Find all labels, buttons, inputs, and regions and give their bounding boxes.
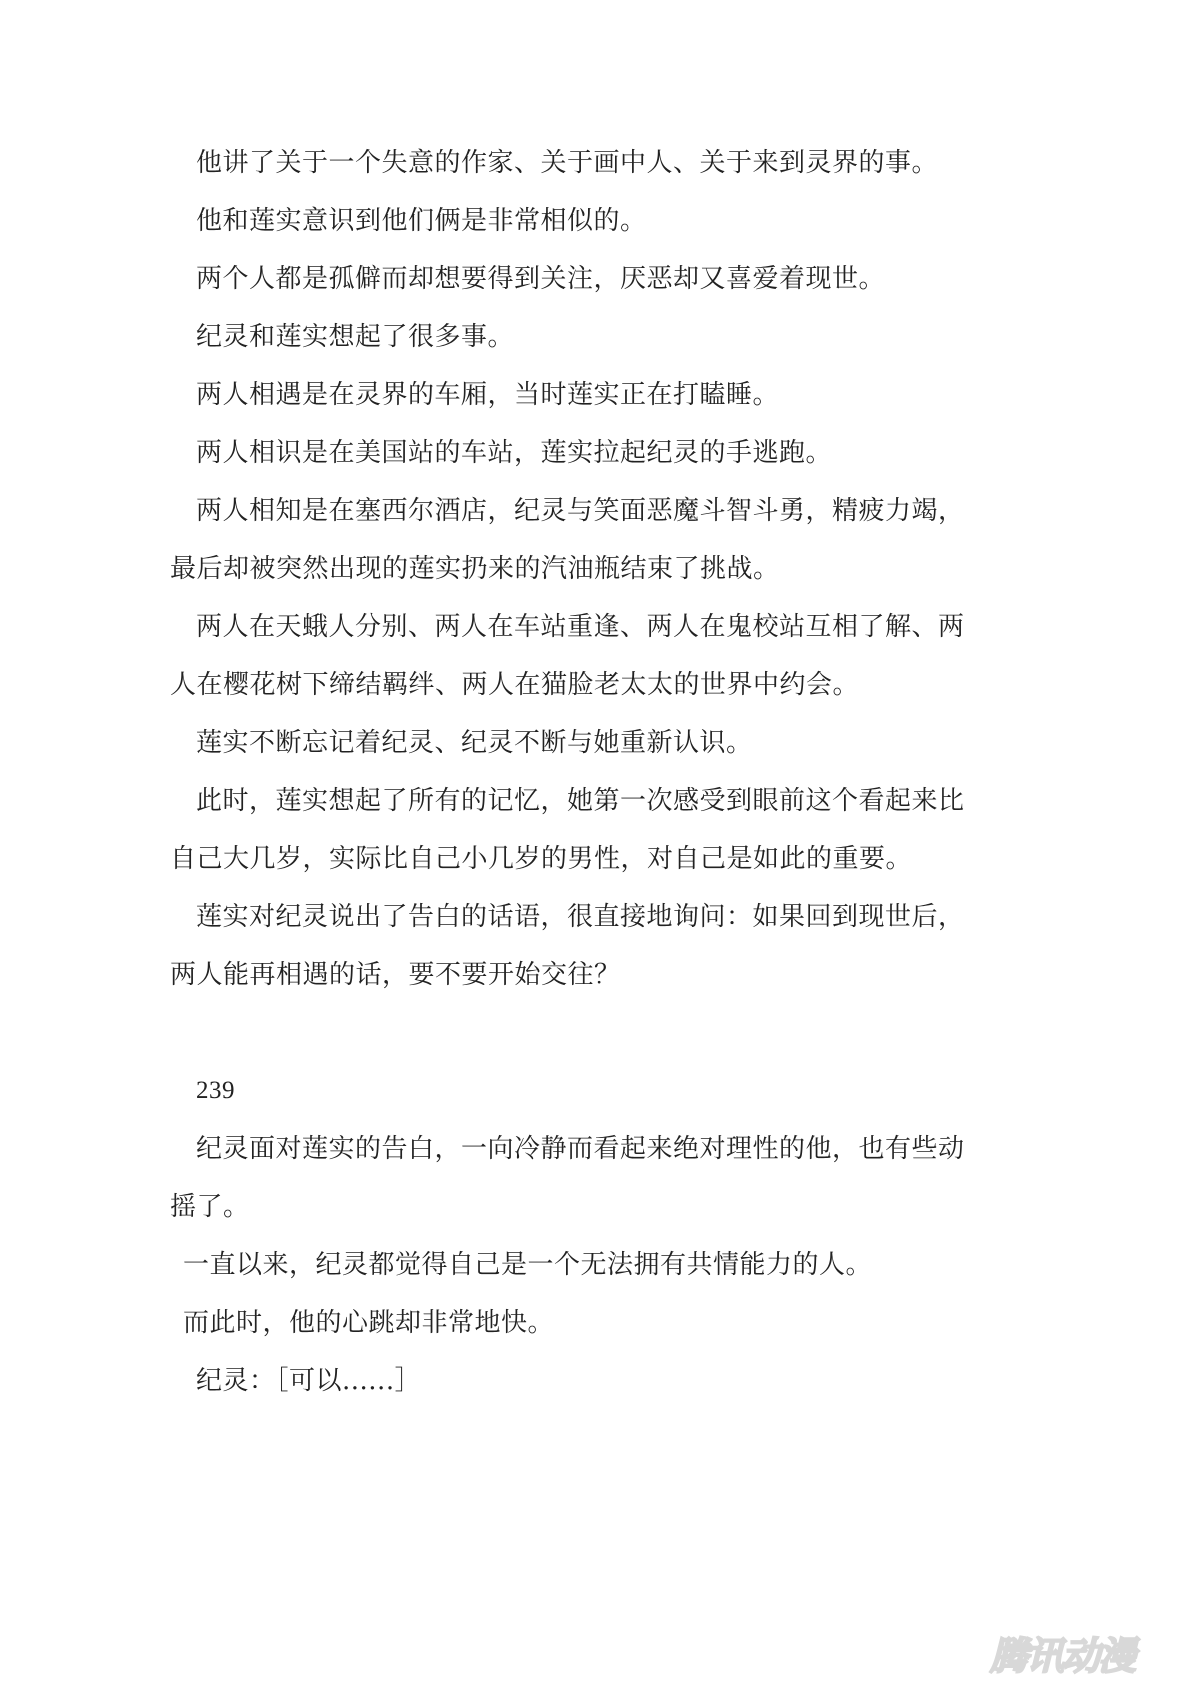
text-line: 两人在天蛾人分别、两人在车站重逢、两人在鬼校站互相了解、两 xyxy=(196,612,965,642)
text-line: 两人相知是在塞西尔酒店，纪灵与笑面恶魔斗智斗勇，精疲力竭， xyxy=(196,496,965,526)
paragraph-block-2 xyxy=(170,1128,970,1418)
text-line: 纪灵面对莲实的告白，一向冷静而看起来绝对理性的他，也有些动 xyxy=(196,1134,965,1164)
watermark-logo: 腾讯动漫 xyxy=(990,1634,1135,1678)
text-line: 他讲了关于一个失意的作家、关于画中人、关于来到灵界的事。 xyxy=(196,148,939,178)
text-line: 两人相识是在美国站的车站，莲实拉起纪灵的手逃跑。 xyxy=(196,438,833,468)
text-line: 纪灵：［可以......］ xyxy=(196,1366,422,1396)
text-line: 莲实对纪灵说出了告白的话语，很直接地询问：如果回到现世后， xyxy=(196,902,965,932)
text-line: 摇了。 xyxy=(170,1192,250,1222)
text-line: 两人相遇是在灵界的车厢，当时莲实正在打瞌睡。 xyxy=(196,380,780,410)
text-line: 此时，莲实想起了所有的记忆，她第一次感受到眼前这个看起来比 xyxy=(196,786,965,816)
text-line: 而此时，他的心跳却非常地快。 xyxy=(183,1308,555,1338)
text-line: 一直以来，纪灵都觉得自己是一个无法拥有共情能力的人。 xyxy=(183,1250,873,1280)
text-line: 人在樱花树下缔结羁绊、两人在猫脸老太太的世界中约会。 xyxy=(170,670,860,700)
text-line: 最后却被突然出现的莲实扔来的汽油瓶结束了挑战。 xyxy=(170,554,780,584)
text-line: 莲实不断忘记着纪灵、纪灵不断与她重新认识。 xyxy=(196,728,753,758)
text-line: 两个人都是孤僻而却想要得到关注，厌恶却又喜爱着现世。 xyxy=(196,264,886,294)
section-gap xyxy=(170,1012,970,1070)
text-line: 自己大几岁，实际比自己小几岁的男性，对自己是如此的重要。 xyxy=(170,844,913,874)
text-line: 他和莲实意识到他们俩是非常相似的。 xyxy=(196,206,647,236)
paragraph-block-1 xyxy=(170,142,970,1012)
text-line: 纪灵和莲实想起了很多事。 xyxy=(196,322,515,352)
text-line: 两人能再相遇的话，要不要开始交往？ xyxy=(170,960,621,990)
document-page xyxy=(170,142,970,1418)
section-number: 239 xyxy=(196,1077,235,1104)
